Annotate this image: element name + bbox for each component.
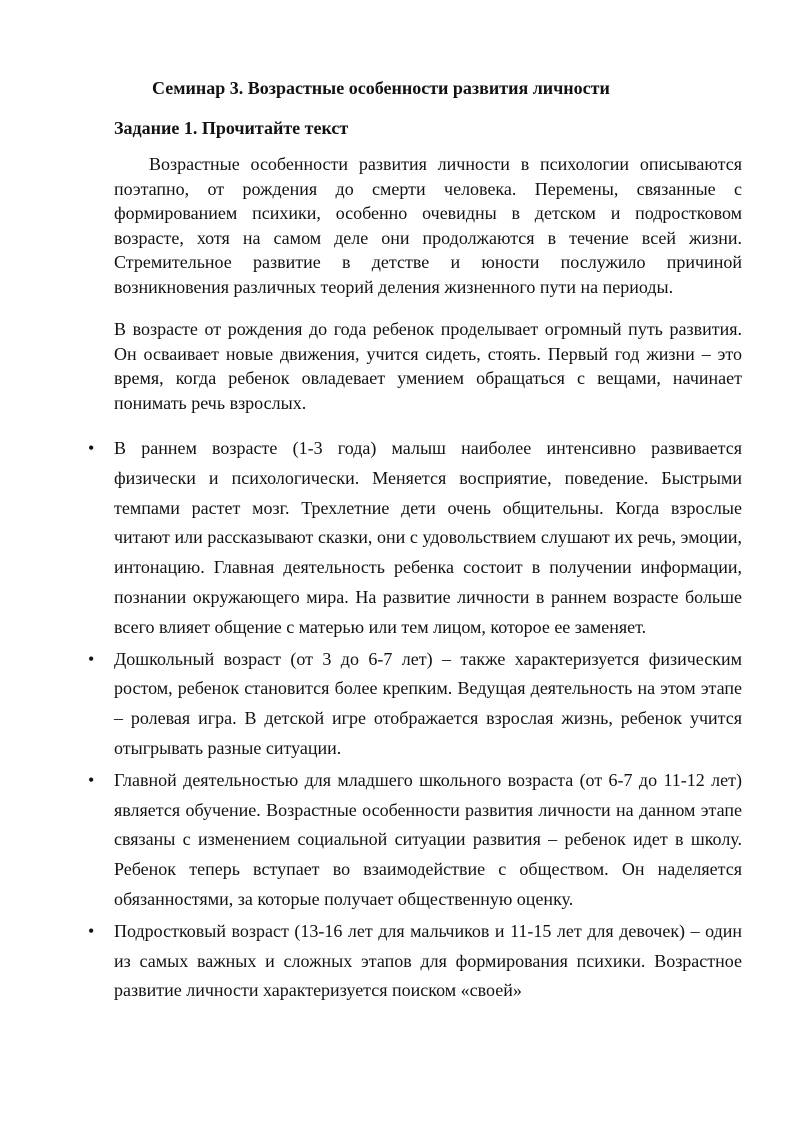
- task-heading: Задание 1. Прочитайте текст: [114, 118, 349, 138]
- bullet-icon: •: [88, 648, 95, 669]
- list-item-preschool: [88, 645, 742, 764]
- list-item-text: Подростковый возраст (13-16 лет для мальчиков и 11-15 лет для девочек) – один из самых важных и сложных этапов для формирования психики. Возрастное развитие личности характеризуется поиском «своей»: [114, 920, 742, 1001]
- list-item-text: Главной деятельностью для младшего школьного возраста (от 6-7 до 11-12 лет) является обучение. Возрастные особенности развития личности на данном этапе связаны с изменением социальной ситуации развития – ребенок идет в школу. Ребенок теперь вступает во взаимодействие с обществом. Он наделяется обязанностями, за которые получает общественную оценку.: [114, 769, 742, 909]
- list-item-text: Дошкольный возраст (от 3 до 6-7 лет) – также характеризуется физическим ростом, ребенок становится более крепким. Ведущая деятельность на этом этапе – ролевая игра. В детской игре отображается взрослая жизнь, ребенок учится отыгрывать разные ситуации.: [114, 648, 742, 758]
- list-item-adolescence: [88, 917, 742, 1006]
- bullet-icon: •: [88, 769, 95, 790]
- list-item-junior-school: [88, 766, 742, 915]
- list-item-early-age: [88, 434, 742, 643]
- bullet-icon: •: [88, 438, 95, 458]
- paragraph-intro: Возрастные особенности развития личности в психологии описываются поэтапно, от рождения до смерти человека. Перемены, связанные с формированием психики, особенно очевидны в детском и подростковом возрасте, хотя на самом деле они продолжаются в течение всей жизни. Стремительное развитие в детстве и юности послужило причиной возникновения различных теорий деления жизненного пути на периоды.: [114, 154, 742, 297]
- list-item-text: В раннем возрасте (1-3 года) малыш наиболее интенсивно развивается физически и психологически. Меняется восприятие, поведение. Быстрыми темпами растет мозг. Трехлетние дети очень общительны. Когда взрослые читают или рассказывают сказки, они с удовольствием слушают их речь, эмоции, интонацию. Главная деятельность ребенка состоит в получении информации, познании окружающего мира. На развитие личности в раннем возрасте больше всего влияет общение с матерью или тем лицом, которое ее заменяет.: [114, 438, 742, 637]
- paragraph-infancy: В возрасте от рождения до года ребенок проделывает огромный путь развития. Он осваивает новые движения, учится сидеть, стоять. Первый год жизни – это время, когда ребенок овладевает умением обращаться с вещами, начинает понимать речь взрослых.: [114, 319, 742, 413]
- age-stages-list: [88, 434, 742, 1008]
- page-title: Семинар 3. Возрастные особенности развития личности: [152, 78, 610, 98]
- bullet-icon: •: [88, 920, 95, 941]
